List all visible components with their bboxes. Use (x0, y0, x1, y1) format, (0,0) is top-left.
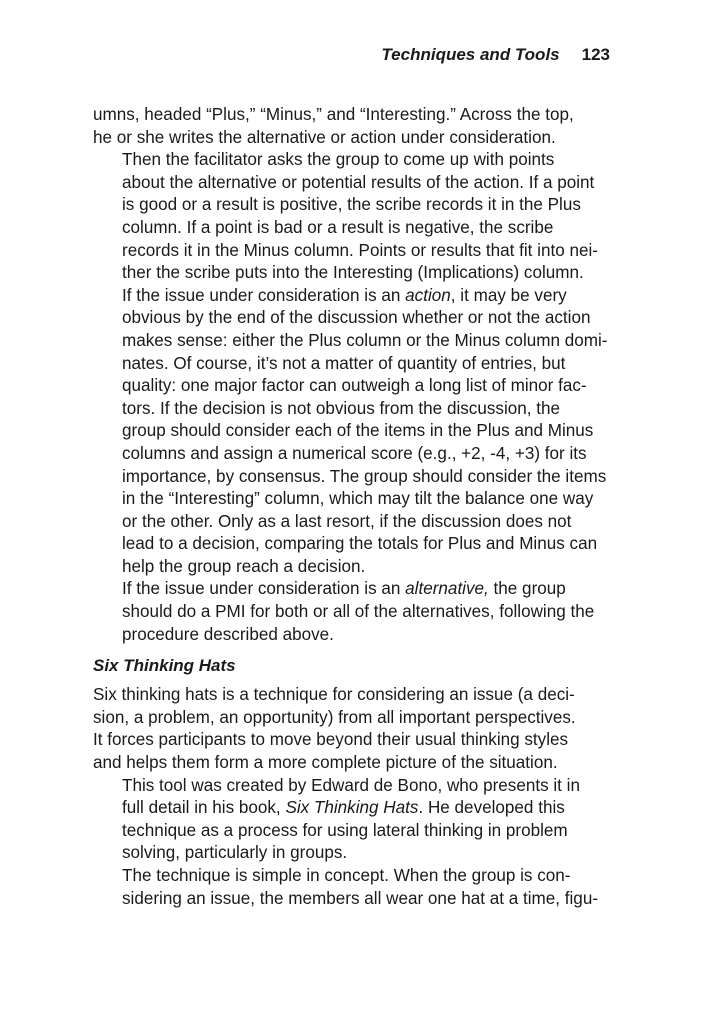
text-line: solving, particularly in groups. (122, 843, 348, 863)
text-line: sion, a problem, an opportunity) from all important perspectives. (93, 707, 576, 727)
text-line: makes sense: either the Plus column or the Minus column domi- (122, 330, 608, 350)
paragraph-action (93, 285, 610, 579)
text-line: This tool was created by Edward de Bono, who presents it in (122, 775, 580, 795)
text-line: lead to a decision, comparing the totals for Plus and Minus can (122, 534, 598, 554)
text-line: nates. Of course, it’s not a matter of quantity of entries, but (122, 353, 566, 373)
running-head-title: Techniques and Tools (381, 45, 560, 64)
book-title: Six Thinking Hats (285, 798, 419, 818)
running-head (381, 45, 610, 65)
text-line (93, 578, 610, 601)
text-line: technique as a process for using lateral thinking in problem (122, 820, 568, 840)
paragraph-pmi-columns (93, 104, 610, 149)
text-fragment: full detail in his book, (122, 798, 286, 818)
text-fragment: If the issue under consideration is an (122, 285, 406, 305)
paragraph-six-hats-intro (93, 684, 610, 774)
text-line: tors. If the decision is not obvious from the discussion, the (122, 398, 561, 418)
text-line: records it in the Minus column. Points or results that fit into nei- (122, 240, 598, 260)
text-line: The technique is simple in concept. When the group is con- (122, 866, 571, 885)
paragraph-de-bono (93, 775, 610, 865)
text-line: should do a PMI for both or all of the alternatives, following the (122, 602, 595, 622)
text-line: quality: one major factor can outweigh a long list of minor fac- (122, 376, 587, 396)
text-line: column. If a point is bad or a result is negative, the scribe (122, 217, 554, 237)
emphasis-action: action (405, 285, 451, 305)
text-line: and helps them form a more complete picture of the situation. (93, 753, 558, 773)
text-line (93, 797, 610, 820)
text-line: group should consider each of the items in the Plus and Minus (122, 421, 594, 441)
text-fragment: the group (488, 579, 566, 599)
page-body (93, 104, 610, 910)
text-line: help the group reach a decision. (122, 556, 366, 576)
text-line: procedure described above. (122, 624, 334, 644)
text-line: or the other. Only as a last resort, if the discussion does not (122, 511, 572, 531)
text-line: he or she writes the alternative or action under consideration. (93, 127, 556, 147)
section-heading: Six Thinking Hats (93, 656, 236, 676)
text-line: is good or a result is positive, the scribe records it in the Plus (122, 195, 581, 215)
paragraph-technique (93, 865, 610, 910)
text-line: Then the facilitator asks the group to come up with points (122, 150, 555, 170)
text-line: obvious by the end of the discussion whether or not the action (122, 308, 591, 328)
text-line (93, 285, 610, 308)
text-line: ther the scribe puts into the Interesting (Implications) column. (122, 263, 584, 283)
text-line: Six thinking hats is a technique for considering an issue (a deci- (93, 685, 575, 705)
text-fragment: , it may be very (450, 285, 567, 305)
text-line: importance, by consensus. The group should consider the items (122, 466, 607, 486)
text-line: It forces participants to move beyond their usual thinking styles (93, 730, 569, 750)
text-line: about the alternative or potential results of the action. If a point (122, 172, 595, 192)
text-fragment: If the issue under consideration is an (122, 579, 406, 599)
text-fragment: . He developed this (418, 798, 565, 818)
text-line: umns, headed “Plus,” “Minus,” and “Interesting.” Across the top, (93, 105, 574, 124)
paragraph-alternative (93, 578, 610, 646)
text-line: in the “Interesting” column, which may tilt the balance one way (122, 489, 594, 509)
page-number: 123 (581, 45, 610, 64)
text-line: columns and assign a numerical score (e.g., +2, -4, +3) for its (122, 443, 587, 463)
paragraph-facilitator (93, 149, 610, 285)
emphasis-alternative: alternative, (405, 579, 489, 599)
text-line: sidering an issue, the members all wear one hat at a time, figu- (122, 888, 599, 908)
